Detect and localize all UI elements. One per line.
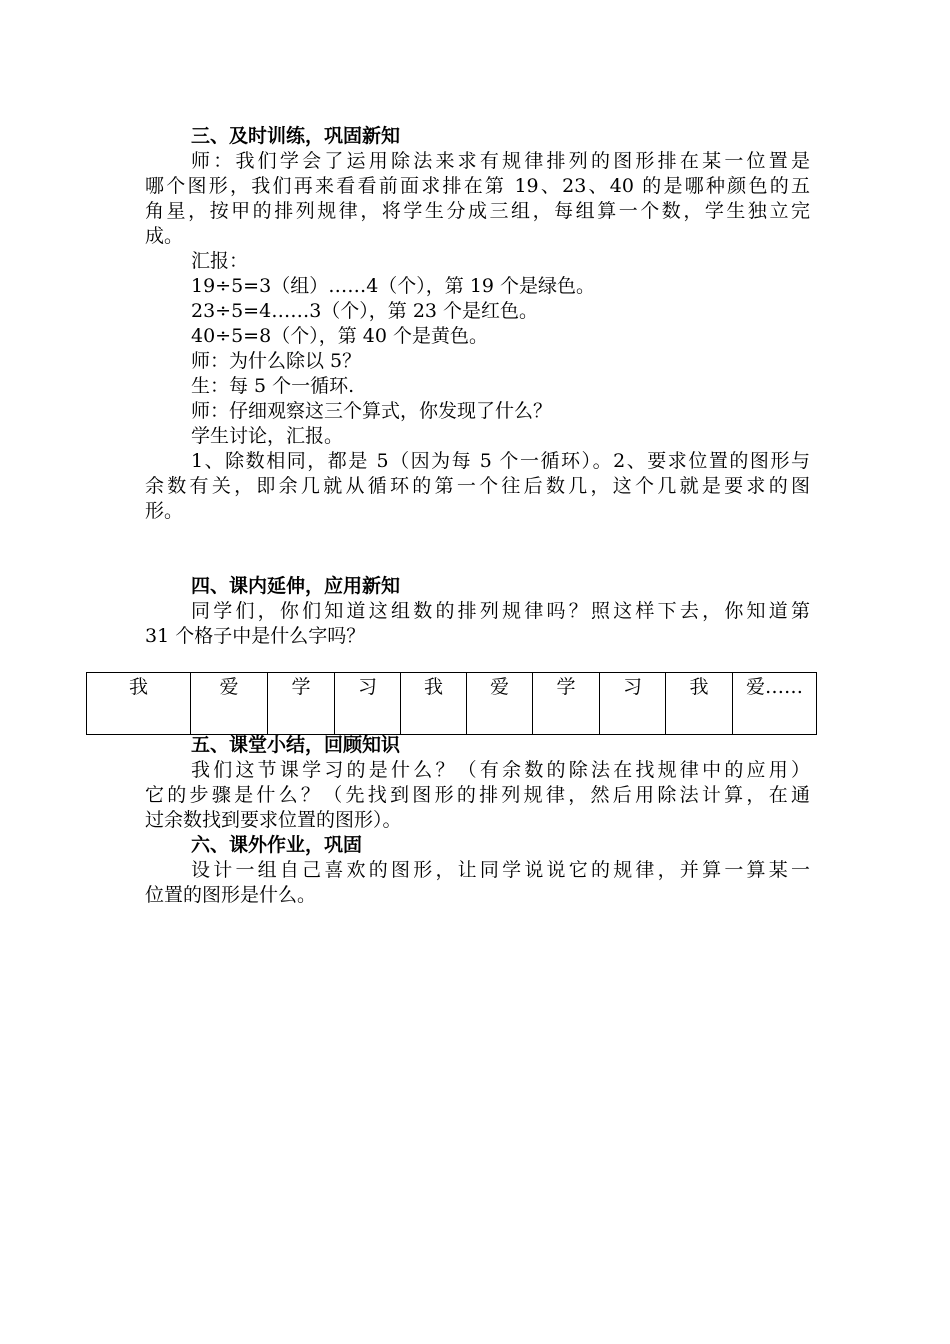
paragraph-line: 31 个格子中是什么字吗？ bbox=[145, 625, 366, 647]
paragraph-line: 位置的图形是什么。 bbox=[145, 884, 317, 906]
calculation-line: 19÷5=3（组）……4（个），第 19 个是绿色。 bbox=[191, 275, 596, 297]
grid-cell: 我 bbox=[401, 673, 467, 735]
section-five-heading: 五、课堂小结，回顾知识 bbox=[191, 734, 401, 756]
paragraph-line: 设计一组自己喜欢的图形，让同学说说它的规律，并算一算某一 bbox=[191, 859, 810, 881]
section-six bbox=[145, 833, 810, 908]
conclusion-line: 形。 bbox=[145, 500, 184, 522]
paragraph-line: 我们这节课学习的是什么？（有余数的除法在找规律中的应用） bbox=[191, 759, 810, 781]
section-five bbox=[145, 733, 810, 833]
teacher-question: 师：仔细观察这三个算式，你发现了什么？ bbox=[191, 400, 553, 422]
grid-cell: 爱 bbox=[191, 673, 268, 735]
conclusion-line: 余数有关，即余几就从循环的第一个往后数几，这个几就是要求的图 bbox=[145, 475, 810, 497]
section-six-heading: 六、课外作业，巩固 bbox=[191, 834, 363, 856]
grid-cell: 我 bbox=[666, 673, 733, 735]
discussion-line: 学生讨论，汇报。 bbox=[191, 425, 344, 447]
section-four-heading: 四、课内延伸，应用新知 bbox=[191, 575, 401, 597]
paragraph-line: 过余数找到要求位置的图形）。 bbox=[145, 809, 402, 831]
grid-cell: 习 bbox=[335, 673, 401, 735]
grid-cell: 习 bbox=[600, 673, 666, 735]
calculation-line: 40÷5=8（个），第 40 个是黄色。 bbox=[191, 325, 488, 347]
paragraph-line: 哪个图形，我们再来看看前面求排在第 19、23、40 的是哪种颜色的五 bbox=[145, 175, 810, 197]
grid-cell: 爱 bbox=[467, 673, 533, 735]
grid-cell: 学 bbox=[533, 673, 600, 735]
section-four bbox=[145, 574, 810, 649]
section-three bbox=[145, 124, 810, 524]
section-three-heading: 三、及时训练，巩固新知 bbox=[191, 125, 401, 147]
grid-cell: 我 bbox=[87, 673, 191, 735]
conclusion-line: 1、除数相同，都是 5（因为每 5 个一循环）。2、要求位置的图形与 bbox=[191, 450, 810, 472]
table-row bbox=[87, 673, 817, 735]
teacher-question: 师：为什么除以 5？ bbox=[191, 350, 362, 372]
paragraph-line: 同学们，你们知道这组数的排列规律吗？照这样下去，你知道第 bbox=[191, 600, 810, 622]
paragraph-line: 角星，按甲的排列规律，将学生分成三组，每组算一个数，学生独立完 bbox=[145, 200, 810, 222]
character-grid-table bbox=[86, 672, 817, 735]
paragraph-line: 成。 bbox=[145, 225, 184, 247]
paragraph-line: 师：我们学会了运用除法来求有规律排列的图形排在某一位置是 bbox=[191, 150, 810, 172]
calculation-line: 23÷5=4……3（个），第 23 个是红色。 bbox=[191, 300, 539, 322]
paragraph-line: 它的步骤是什么？（先找到图形的排列规律，然后用除法计算，在通 bbox=[145, 784, 810, 806]
report-label: 汇报： bbox=[191, 250, 249, 272]
student-answer: 生：每 5 个一循环. bbox=[191, 375, 355, 397]
grid-cell: 爱…… bbox=[733, 673, 817, 735]
grid-cell: 学 bbox=[268, 673, 335, 735]
